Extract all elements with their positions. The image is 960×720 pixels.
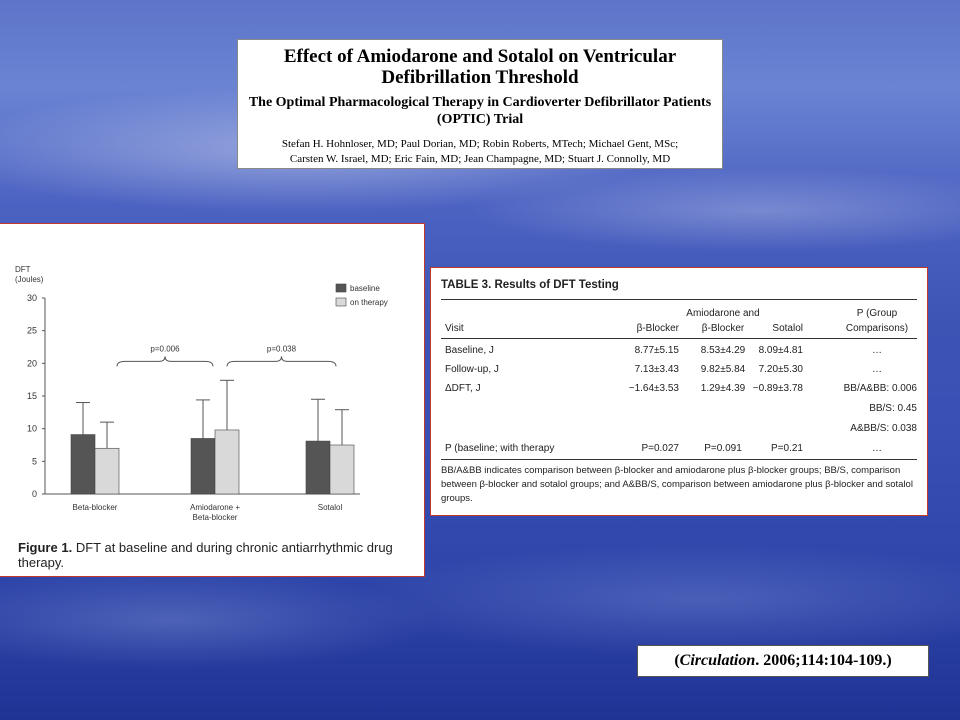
figure-panel — [0, 223, 425, 577]
citation — [637, 645, 929, 677]
citation-open: ( — [674, 652, 680, 669]
table-cell-amio: 9.82±5.84 — [700, 364, 746, 375]
table-rule-top — [441, 299, 917, 300]
table-cell-sotalol: 7.20±5.30 — [758, 364, 803, 375]
authors-line-2: Carsten W. Israel, MD; Eric Fain, MD; Jean Champagne, MD; Stuart J. Connolly, MD — [289, 153, 671, 165]
y-tick-label: 0 — [31, 489, 37, 499]
citation-rest: . 2006;114:104-109.) — [755, 652, 892, 669]
y-tick-label: 25 — [26, 325, 37, 336]
y-tick-label: 10 — [26, 423, 37, 434]
table-cell-sotalol: −0.89±3.78 — [752, 383, 803, 394]
y-tick-label: 20 — [26, 358, 37, 369]
table-cell-bb: 8.77±5.15 — [634, 345, 679, 356]
bar-baseline — [191, 438, 215, 494]
y-axis-label-line1: DFT — [15, 265, 31, 274]
table-cell-p: … — [872, 443, 882, 454]
table-cell-p: BB/A&BB: 0.006 — [843, 383, 917, 394]
paper-subtitle: The Optimal Pharmacological Therapy in Cardioverter Defibrillator Patients (OPTIC) Trial — [248, 95, 712, 127]
legend-swatch-on-therapy — [336, 298, 346, 306]
table-rule-bottom — [441, 459, 917, 460]
table-row-visit: Follow-up, J — [445, 364, 499, 375]
y-axis-label-line2: (Joules) — [15, 275, 44, 284]
table-cell-sotalol: P=0.21 — [771, 443, 803, 454]
header-p-line2: Comparisons) — [845, 323, 909, 334]
table-title: TABLE 3. Results of DFT Testing — [441, 279, 619, 291]
significance-bracket — [117, 356, 213, 366]
legend-swatch-baseline — [336, 284, 346, 292]
bar-on-therapy — [215, 430, 239, 494]
table-row-visit: P (baseline; with therapy — [445, 443, 555, 454]
y-tick-label: 15 — [26, 391, 37, 401]
header-visit: Visit — [445, 323, 464, 334]
table-cell-p: … — [872, 364, 882, 375]
table-cell-amio: 1.29±4.39 — [700, 383, 746, 394]
header-amio-line2: β-Blocker — [701, 323, 745, 334]
legend-label: on therapy — [350, 298, 388, 307]
header-p-line1: P (Group — [856, 308, 898, 319]
citation-journal: Circulation — [679, 652, 756, 669]
x-tick-label: Beta-blocker — [72, 503, 118, 512]
header-bb: β-Blocker — [636, 323, 679, 334]
header-amio-line1: Amiodarone and — [686, 308, 760, 319]
figure-caption-label: Figure 1. — [18, 540, 73, 555]
table-cell-bb: −1.64±3.53 — [628, 383, 679, 394]
significance-bracket — [227, 356, 336, 366]
p-value-annotation: p=0.006 — [150, 344, 180, 354]
bar-on-therapy — [95, 448, 119, 494]
table-cell-amio: P=0.091 — [704, 443, 742, 454]
figure-caption-text: DFT at baseline and during chronic antiarrhythmic drug therapy. — [18, 540, 393, 570]
table-row-visit: Baseline, J — [445, 345, 494, 356]
paper-title: Effect of Amiodarone and Sotalol on Ventricular Defibrillation Threshold — [283, 46, 677, 88]
figure-caption — [18, 540, 418, 570]
table-rule-header — [441, 338, 917, 339]
x-tick-label: Amiodarone + — [189, 503, 241, 512]
chart-labels — [73, 344, 343, 522]
table-cell-p: A&BB/S: 0.038 — [850, 423, 917, 434]
chart-legend — [336, 284, 388, 307]
table-cell-bb: P=0.027 — [641, 443, 679, 454]
table-cell-amio: 8.53±4.29 — [700, 345, 746, 356]
table-row-visit: ΔDFT, J — [445, 383, 481, 394]
bar-on-therapy — [330, 445, 354, 494]
bar-baseline — [306, 441, 330, 494]
legend-label: baseline — [350, 284, 380, 293]
paper-title-panel — [237, 39, 723, 169]
y-tick-label: 5 — [31, 456, 37, 467]
table-cell-p: … — [872, 345, 882, 356]
table-cell-sotalol: 8.09±4.81 — [758, 345, 803, 356]
x-tick-label: Beta-blocker — [192, 513, 238, 522]
p-value-annotation: p=0.038 — [266, 344, 297, 354]
table-cell-bb: 7.13±3.43 — [634, 364, 679, 375]
table-panel — [430, 267, 928, 516]
table-footnote: BB/A&BB indicates comparison between β-blocker and amiodarone plus β-blocker groups; BB/S, comparison between β-blocker and sotalol groups; and A&BB/S, comparison between amiodarone plus β-blocker and sotalol groups. — [441, 465, 913, 504]
header-sotalol: Sotalol — [772, 323, 803, 334]
chart-bars — [71, 380, 354, 494]
table-cell-p: BB/S: 0.45 — [869, 403, 917, 414]
x-tick-label: Sotalol — [317, 503, 343, 512]
y-tick-label: 30 — [26, 293, 37, 303]
bar-baseline — [71, 435, 95, 494]
dft-bar-chart — [0, 224, 424, 534]
authors-line-1: Stefan H. Hohnloser, MD; Paul Dorian, MD; Robin Roberts, MTech; Michael Gent, MSc; — [281, 138, 679, 150]
paper-authors — [238, 137, 722, 167]
